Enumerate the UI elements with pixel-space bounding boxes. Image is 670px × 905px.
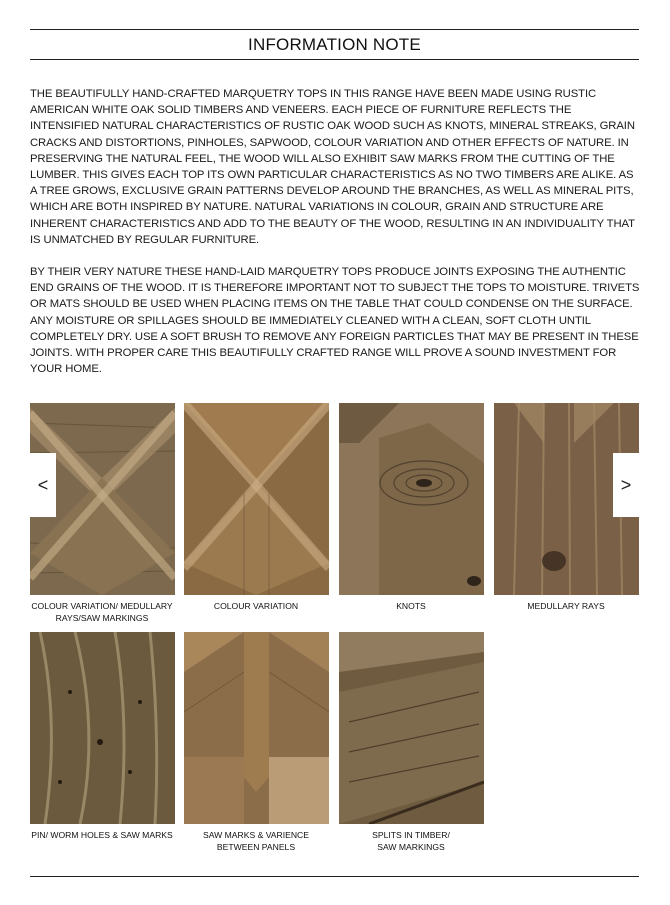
gallery-image-saw-marks-varience [184,632,329,824]
gallery-image-splits-in-timber [339,632,484,824]
gallery-next-button[interactable]: > [613,453,639,517]
top-rule [30,29,639,30]
caption-saw-marks-varience: SAW MARKS & VARIENCE BETWEEN PANELS [202,830,309,852]
caption-colour-variation: COLOUR VARIATION [213,601,299,611]
gallery-prev-button[interactable]: < [30,453,56,517]
intro-paragraph: THE BEAUTIFULLY HAND-CRAFTED MARQUETRY TOPS IN THIS RANGE HAVE BEEN MADE USING RUSTIC AMERICAN WHITE OAK SOLID TIMBERS AND VENEERS. EACH PIECE OF FURNITURE REFLECTS THE INTENSIFIED NATURAL CHARACTERISTICS OF RUSTIC OAK WOOD SUCH AS KNOTS, MINERAL STREAKS, GRAIN CRACKS AND DISTORTIONS, PINHOLES, SAPWOOD, COLOUR VARIATION AND OTHER EFFECTS OF NATURE. IN PRESERVING THE NATURAL FEEL, THE WOOD WILL ALSO EXHIBIT SAW MARKS FROM THE CUTTING OF THE LUMBER. THIS GIVES EACH TOP ITS OWN PARTICULAR CHARACTERISTICS AS NO TWO TIMBERS ARE ALIKE. AS A TREE GROWS, EXCLUSIVE GRAIN PATTERNS DEVELOP AROUND THE BRANCHES, AS WELL AS MINERAL PITS, WHICH ARE BOTH INSPIRED BY NATURE. NATURAL VARIATIONS IN COLOUR, GRAIN AND STRUCTURE ARE INHERENT CHARACTERISTICS AND ADD TO THE BEAUTY OF THE WOOD, RESULTING IN AN INDIVIDUALITY THAT IS UNMATCHED BY REGULAR FURNITURE. [30,88,635,246]
caption-splits-in-timber: SPLITS IN TIMBER/ SAW MARKINGS [372,830,450,852]
gallery-image-knots [339,403,484,595]
care-paragraph: BY THEIR VERY NATURE THESE HAND-LAID MARQUETRY TOPS PRODUCE JOINTS EXPOSING THE AUTHENTIC END GRAINS OF THE WOOD. IT IS THEREFORE IMPORTANT NOT TO SUBJECT THE TOPS TO MOISTURE. TRIVETS OR MATS SHOULD BE USED WHEN PLACING ITEMS ON THE TABLE THAT COULD CONDENSE ON THE SURFACE. ANY MOISTURE OR SPILLAGES SHOULD BE IMMEDIATELY CLEANED WITH A CLEAN, SOFT CLOTH UNTIL COMPLETELY DRY. USE A SOFT BRUSH TO REMOVE ANY FOREIGN PARTICLES THAT MAY BE PRESENT IN THESE JOINTS. WITH PROPER CARE THIS BEAUTIFULLY CRAFTED RANGE WILL PROVE A SOUND INVESTMENT FOR YOUR HOME. [30,266,640,376]
gallery-image-pin-worm-holes [30,632,175,824]
caption-colour-variation-medullary: COLOUR VARIATION/ MEDULLARY RAYS/SAW MARKINGS [31,601,173,623]
caption-medullary-rays: MEDULLARY RAYS [527,601,605,611]
bottom-rule [30,876,639,877]
gallery-image-colour-variation [184,403,329,595]
page-title: INFORMATION NOTE [248,35,421,54]
caption-knots: KNOTS [396,601,426,611]
title-underline [30,59,639,60]
caption-pin-worm-holes: PIN/ WORM HOLES & SAW MARKS [31,830,173,840]
